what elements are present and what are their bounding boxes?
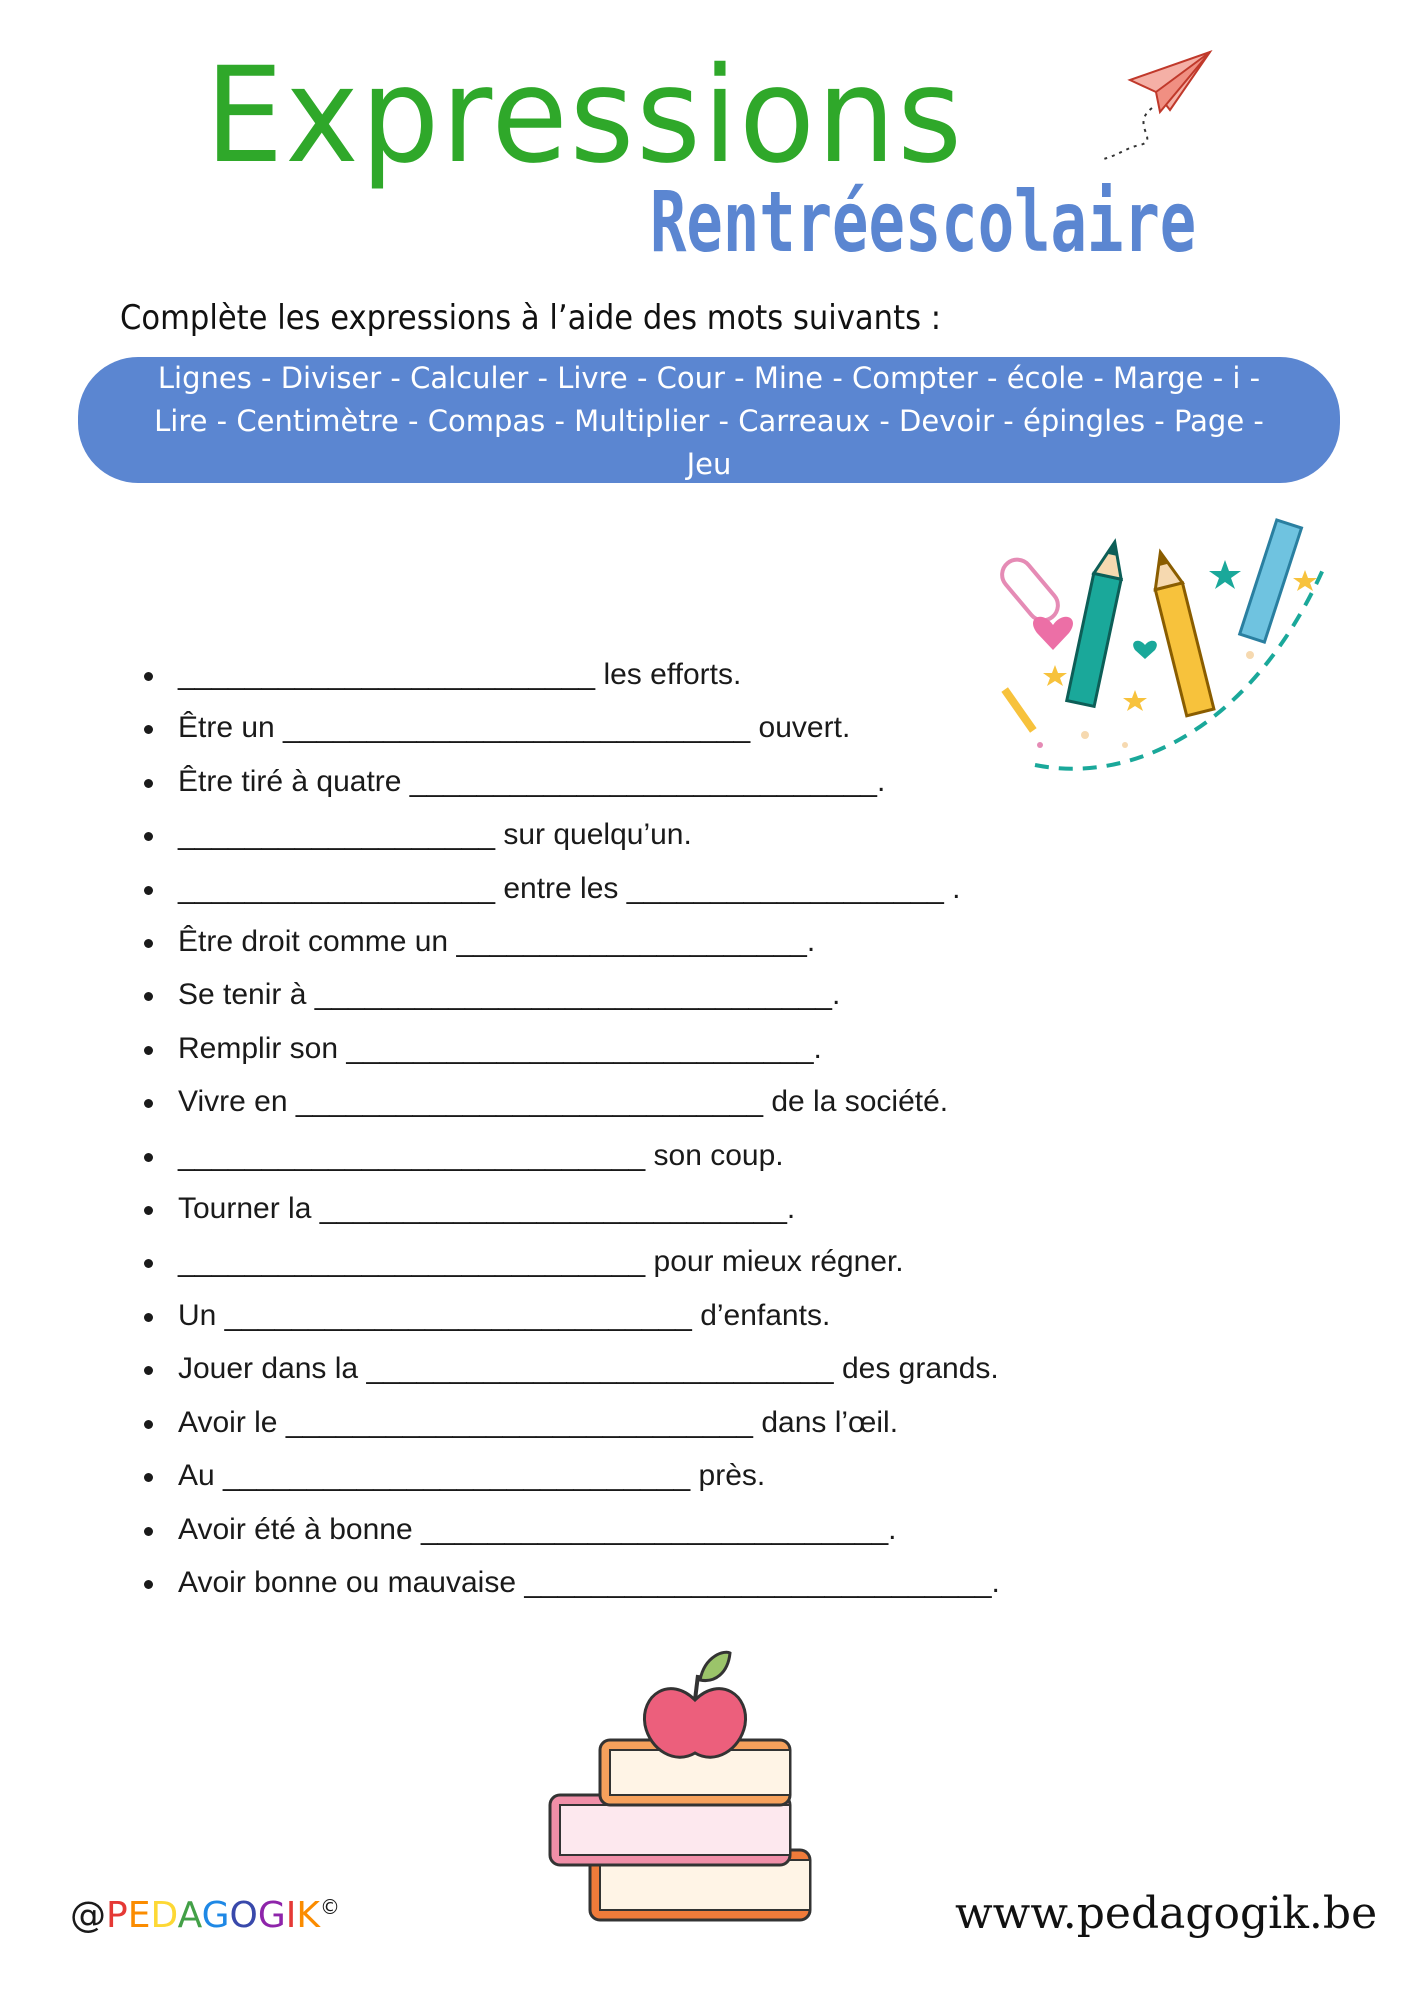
word-bank-line: Lire - Centimètre - Compas - Multiplier - Carreaux - Devoir - épingles - Page - bbox=[154, 404, 1264, 438]
website-url[interactable]: www.pedagogik.be bbox=[955, 1888, 1378, 1939]
page-title: Expressions bbox=[205, 39, 964, 193]
exercise-item: Avoir été à bonne ____________________________. bbox=[140, 1503, 1000, 1556]
exercise-item: ____________________________ son coup. bbox=[140, 1129, 1000, 1182]
brand-letter: K bbox=[296, 1895, 320, 1936]
exercise-item: Se tenir à _______________________________. bbox=[140, 968, 1000, 1021]
exercise-item: Tourner la ____________________________. bbox=[140, 1182, 1000, 1235]
exercise-item: Un ____________________________ d’enfants. bbox=[140, 1289, 1000, 1342]
exercise-item: _________________________ les efforts. bbox=[140, 648, 1000, 701]
paper-plane-icon bbox=[1090, 50, 1230, 170]
exercise-list bbox=[140, 648, 1000, 1609]
exercise-item: ___________________ sur quelqu’un. bbox=[140, 808, 1000, 861]
brand-letter: A bbox=[177, 1895, 202, 1936]
brand-letter: P bbox=[106, 1895, 128, 1936]
brand-letter: E bbox=[127, 1895, 151, 1936]
exercise-item: Être droit comme un _____________________. bbox=[140, 915, 1000, 968]
brand-logo bbox=[70, 1895, 340, 1936]
exercise-item: ___________________ entre les ___________________ . bbox=[140, 862, 1000, 915]
brand-letter: D bbox=[150, 1895, 178, 1936]
copyright-symbol: © bbox=[319, 1895, 340, 1919]
school-supplies-illustration bbox=[995, 505, 1340, 795]
brand-name bbox=[106, 1895, 320, 1936]
exercise-item: ____________________________ pour mieux régner. bbox=[140, 1235, 1000, 1288]
exercise-item: Remplir son ____________________________. bbox=[140, 1022, 1000, 1075]
brand-letter: G bbox=[201, 1895, 230, 1936]
brand-at: @ bbox=[70, 1895, 106, 1936]
word-bank bbox=[78, 357, 1340, 483]
exercise-item: Être tiré à quatre ____________________________. bbox=[140, 755, 1000, 808]
brand-letter: O bbox=[229, 1895, 258, 1936]
instruction-text: Complète les expressions à l’aide des mots suivants : bbox=[120, 298, 942, 338]
word-bank-line: Lignes - Diviser - Calculer - Livre - Cour - Mine - Compter - école - Marge - i - bbox=[157, 361, 1261, 395]
exercise-item: Au ____________________________ près. bbox=[140, 1449, 1000, 1502]
exercise-item: Avoir bonne ou mauvaise ____________________________. bbox=[140, 1556, 1000, 1609]
exercise-item: Être un ____________________________ ouvert. bbox=[140, 701, 1000, 754]
brand-letter: I bbox=[285, 1895, 297, 1936]
word-bank-line: Jeu bbox=[686, 447, 732, 481]
exercise-item: Avoir le ____________________________ dans l’œil. bbox=[140, 1396, 1000, 1449]
exercise-item: Vivre en ____________________________ de la société. bbox=[140, 1075, 1000, 1128]
brand-letter: G bbox=[257, 1895, 286, 1936]
page-subtitle: Rentréescolaire bbox=[650, 173, 1197, 271]
apple-books-illustration bbox=[540, 1645, 850, 1945]
exercise-item: Jouer dans la ____________________________ des grands. bbox=[140, 1342, 1000, 1395]
